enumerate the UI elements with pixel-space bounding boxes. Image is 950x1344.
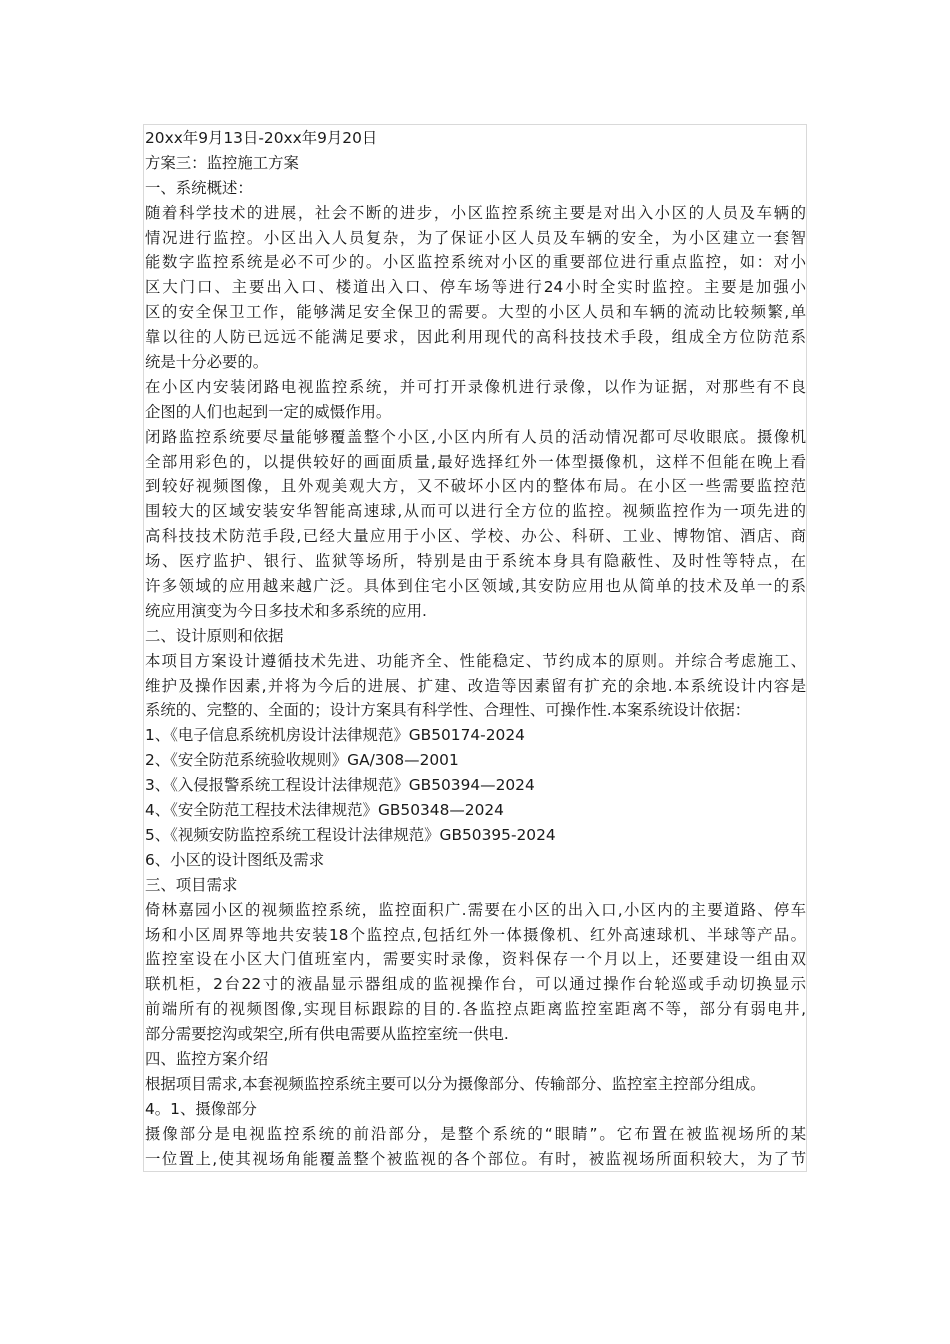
text-line: 许多领域的应用越来越广泛。具体到住宅小区领域,其安防应用也从简单的技术及单一的系: [145, 577, 806, 596]
document-body: [144, 125, 806, 1171]
text-line: 企图的人们也起到一定的威慑作用。: [145, 402, 392, 421]
document-page: [143, 124, 807, 1172]
text-line: 一位置上,使其视场角能覆盖整个被监视的各个部位。有时，被监视场所面积较大，为了节: [145, 1149, 806, 1168]
text-line: 统应用演变为今日多技术和多系统的应用.: [145, 601, 427, 620]
text-line: 在小区内安装闭路电视监控系统，并可打开录像机进行录像，以作为证据，对那些有不良: [145, 377, 806, 396]
text-line: 场和小区周界等地共安装18个监控点,包括红外一体摄像机、红外高速球机、半球等产品。: [145, 925, 806, 944]
text-line: 维护及操作因素,并将为今后的进展、扩建、改造等因素留有扩充的余地.本系统设计内容是: [145, 676, 806, 695]
text-line: 区的安全保卫工作，能够满足安全保卫的需要。大型的小区人员和车辆的流动比较频繁,单: [145, 303, 806, 322]
text-line: 2、《安全防范系统验收规则》GA/308—2001: [145, 751, 459, 770]
text-line: 20xx年9月13日-20xx年9月20日: [145, 129, 378, 147]
text-line: 根据项目需求,本套视频监控系统主要可以分为摄像部分、传输部分、监控室主控部分组成。: [145, 1074, 766, 1093]
text-line: 方案三：监控施工方案: [145, 153, 299, 172]
text-line: 四、监控方案介绍: [145, 1049, 269, 1068]
text-line: 3、《入侵报警系统工程设计法律规范》GB50394—2024: [145, 776, 535, 795]
text-line: 高科技技术防范手段,已经大量应用于小区、学校、办公、科研、工业、博物馆、酒店、商: [145, 527, 806, 546]
text-line: 一、系统概述：: [145, 178, 253, 197]
text-line: 随着科学技术的进展，社会不断的进步，小区监控系统主要是对出入小区的人员及车辆的: [145, 203, 806, 222]
text-line: 1、《电子信息系统机房设计法律规范》GB50174-2024: [145, 726, 525, 745]
text-line: 统是十分必要的。: [145, 353, 269, 372]
text-line: 到较好视频图像，且外观美观大方，又不破坏小区内的整体布局。在小区一些需要监控范: [145, 477, 806, 496]
text-line: 情况进行监控。小区出入人员复杂，为了保证小区人员及车辆的安全，为小区建立一套智: [145, 228, 806, 247]
text-line: 监控室设在小区大门值班室内，需要实时录像，资料保存一个月以上，还要建设一组由双: [145, 950, 806, 969]
text-line: 4、《安全防范工程技术法律规范》GB50348—2024: [145, 801, 504, 820]
text-line: 围较大的区域安装安华智能高速球,从而可以进行全方位的监控。视频监控作为一项先进的: [145, 502, 806, 521]
text-line: 5、《视频安防监控系统工程设计法律规范》GB50395-2024: [145, 825, 556, 844]
text-line: 区大门口、主要出入口、楼道出入口、停车场等进行24小时全实时监控。主要是加强小: [145, 278, 806, 297]
text-line: 全部用彩色的，以提供较好的画面质量,最好选择红外一体型摄像机，这样不但能在晚上看: [145, 452, 806, 471]
text-line: 二、设计原则和依据: [145, 626, 284, 645]
text-line: 4。1、摄像部分: [145, 1099, 257, 1118]
text-line: 靠以往的人防已远远不能满足要求，因此利用现代的高科技技术手段，组成全方位防范系: [145, 328, 806, 347]
text-line: 部分需要挖沟或架空,所有供电需要从监控室统一供电.: [145, 1025, 509, 1044]
text-line: 联机柜，2台22寸的液晶显示器组成的监视操作台，可以通过操作台轮巡或手动切换显示: [145, 975, 806, 994]
text-line: 三、项目需求: [145, 875, 238, 894]
text-line: 本项目方案设计遵循技术先进、功能齐全、性能稳定、节约成本的原则。并综合考虑施工、: [145, 651, 806, 670]
text-line: 系统的、完整的、全面的；设计方案具有科学性、合理性、可操作性.本案系统设计依据：: [145, 701, 751, 720]
text-line: 前端所有的视频图像,实现目标跟踪的目的.各监控点距离监控室距离不等，部分有弱电井,: [145, 1000, 806, 1019]
text-line: 6、小区的设计图纸及需求: [145, 850, 325, 869]
text-line: 场、医疗监护、银行、监狱等场所，特别是由于系统本身具有隐蔽性、及时性等特点，在: [145, 552, 806, 571]
text-line: 能数字监控系统是必不可少的。小区监控系统对小区的重要部位进行重点监控，如：对小: [145, 253, 806, 272]
text-line: 倚林嘉园小区的视频监控系统，监控面积广.需要在小区的出入口,小区内的主要道路、停车: [145, 900, 806, 919]
text-line: 摄像部分是电视监控系统的前沿部分，是整个系统的“眼睛”。它布置在被监视场所的某: [145, 1124, 806, 1143]
text-line: 闭路监控系统要尽量能够覆盖整个小区,小区内所有人员的活动情况都可尽收眼底。摄像机: [145, 427, 806, 446]
